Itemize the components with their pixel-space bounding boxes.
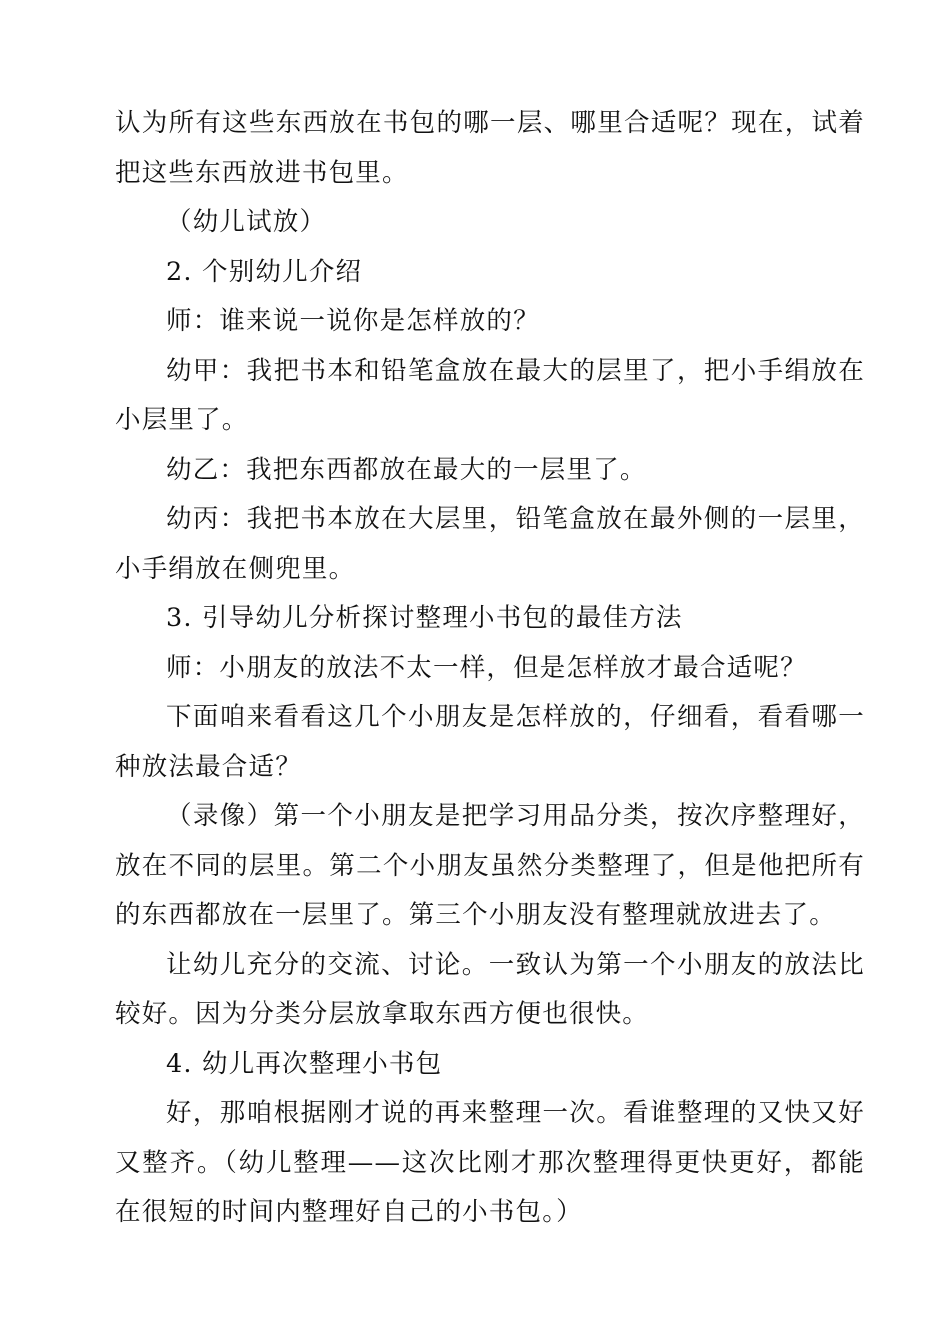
section-heading-2: 2. 个别幼儿介绍	[166, 256, 363, 287]
paragraph-child-b: 幼乙：我把东西都放在最大的一层里了。	[166, 454, 647, 485]
paragraph-teacher-remark: 师：小朋友的放法不太一样，但是怎样放才最合适呢？	[166, 652, 807, 683]
paragraph-watch-video: 下面咱来看看这几个小朋友是怎样放的，仔细看，看看哪一种放法最合适？	[115, 702, 865, 782]
paragraph-discussion: 让幼儿充分的交流、讨论。一致认为第一个小朋友的放法比较好。因为分类分层放拿取东西方便也很快。	[115, 949, 865, 1029]
document-body	[115, 99, 865, 1238]
paragraph-children-try: （幼儿试放）	[166, 207, 327, 237]
section-heading-4: 4. 幼儿再次整理小书包	[166, 1048, 443, 1079]
paragraph-continuation: 认为所有这些东西放在书包的哪一层、哪里合适呢？现在，试着把这些东西放进书包里。	[115, 108, 865, 188]
paragraph-child-c: 幼丙：我把书本放在大层里，铅笔盒放在最外侧的一层里，小手绢放在侧兜里。	[115, 504, 865, 584]
section-heading-3: 3. 引导幼儿分析探讨整理小书包的最佳方法	[166, 603, 683, 633]
paragraph-reorganize: 好，那咱根据刚才说的再来整理一次。看谁整理的又快又好又整齐。（幼儿整理——这次比刚才那次整理得更快更好，都能在很短的时间内整理好自己的小书包。）	[115, 1098, 865, 1227]
paragraph-video-description: （录像）第一个小朋友是把学习用品分类，按次序整理好，放在不同的层里。第二个小朋友虽然分类整理了，但是他把所有的东西都放在一层里了。第三个小朋友没有整理就放进去了。	[115, 801, 865, 930]
paragraph-teacher-question: 师：谁来说一说你是怎样放的？	[166, 306, 540, 336]
paragraph-child-a: 幼甲：我把书本和铅笔盒放在最大的层里了，把小手绢放在小层里了。	[115, 355, 865, 435]
